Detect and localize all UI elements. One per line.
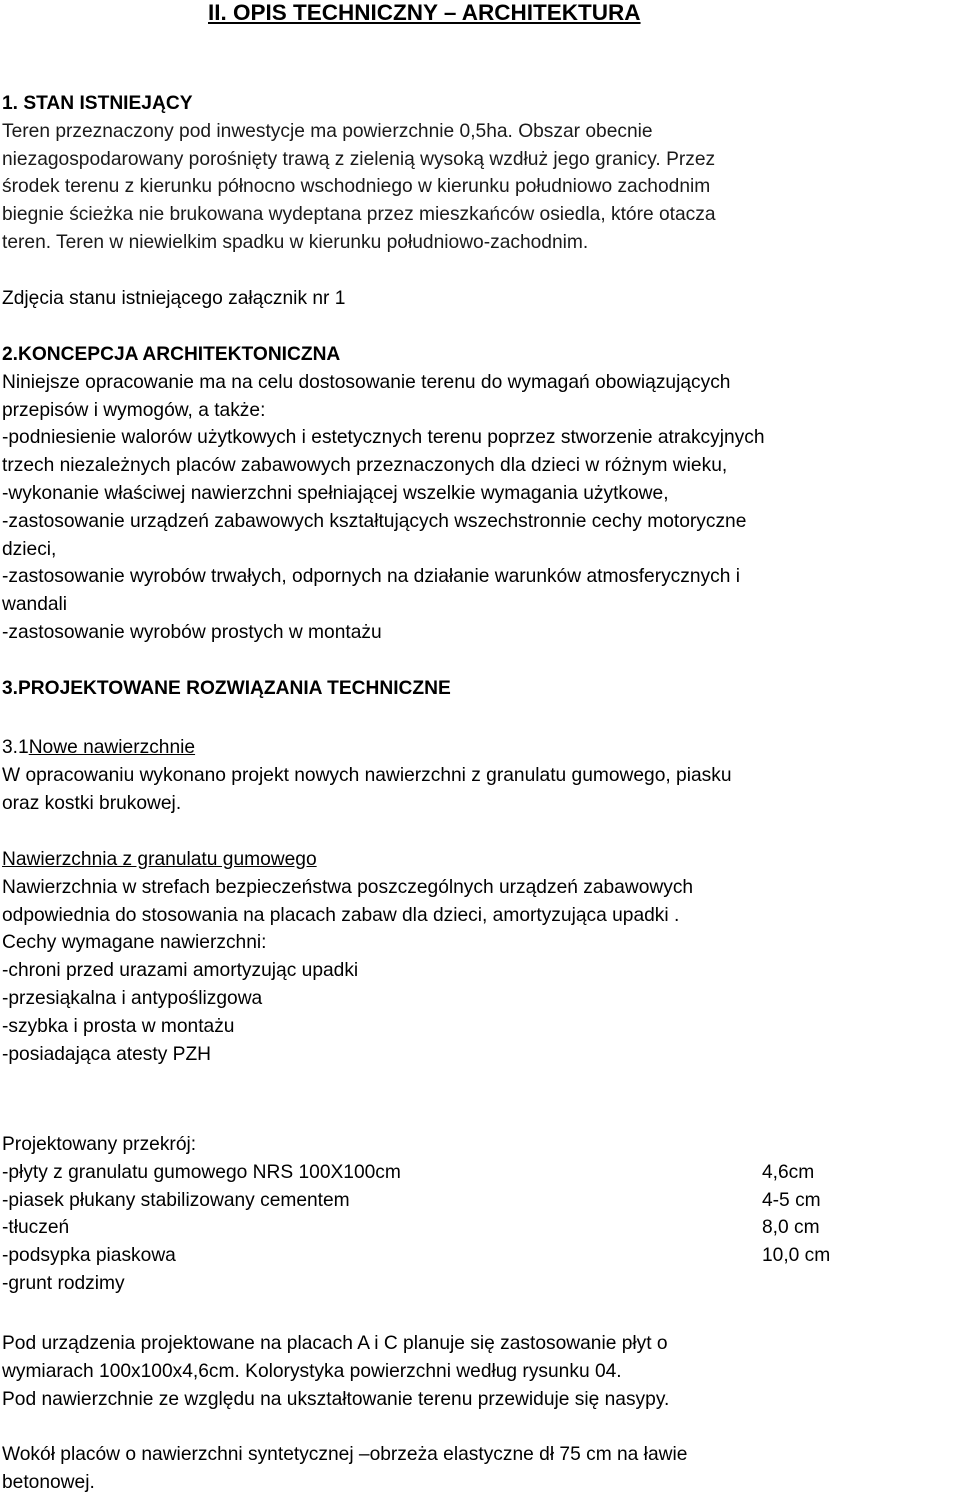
layer-thickness: 8,0 cm	[762, 1217, 820, 1239]
cross-section-row	[2, 1187, 960, 1215]
cross-section-row	[2, 1270, 960, 1298]
section-2-line: dzieci,	[2, 538, 57, 560]
rubber-surface-section	[2, 846, 960, 1068]
layer-name: -tłuczeń	[2, 1217, 70, 1239]
section-3-1-line: W opracowaniu wykonano projekt nowych nawierzchni z granulatu gumowego, piasku	[2, 764, 732, 786]
section-3-heading-block	[2, 675, 960, 703]
rubber-surface-line: Nawierzchnia w strefach bezpieczeństwa poszczególnych urządzeń zabawowych	[2, 876, 694, 898]
photos-note: Zdjęcia stanu istniejącego załącznik nr 1	[2, 288, 346, 309]
section-3-1	[2, 734, 960, 817]
section-1-heading: 1. STAN ISTNIEJĄCY	[2, 93, 193, 114]
section-1-line: niezagospodarowany porośnięty trawą z zielenią wysoką wzdłuż jego granicy. Przez	[2, 148, 716, 170]
photos-note-block	[2, 285, 960, 313]
note-line: wymiarach 100x100x4,6cm. Kolorystyka powierzchni według rysunku 04.	[2, 1360, 622, 1382]
cross-section-heading: Projektowany przekrój:	[2, 1134, 197, 1155]
rubber-surface-line: Cechy wymagane nawierzchni:	[2, 932, 267, 954]
section-2-line: wandali	[2, 594, 68, 616]
section-2-line: przepisów i wymogów, a także:	[2, 399, 266, 421]
layer-thickness: 4-5 cm	[762, 1189, 821, 1211]
section-2	[2, 341, 960, 647]
section-1	[2, 90, 960, 257]
cross-section-row	[2, 1242, 960, 1270]
rubber-surface-line: -szybka i prosta w montażu	[2, 1015, 235, 1037]
layer-name: -grunt rodzimy	[2, 1272, 125, 1294]
cross-section-row	[2, 1214, 960, 1242]
cross-section	[2, 1131, 960, 1298]
section-3-1-number: 3.1	[2, 737, 29, 758]
rubber-surface-heading: Nawierzchnia z granulatu gumowego	[2, 849, 317, 870]
note-line: Wokół placów o nawierzchni syntetycznej –obrzeża elastyczne dł 75 cm na ławie	[2, 1444, 688, 1465]
notes-block-1	[2, 1330, 960, 1413]
section-2-line: trzech niezależnych placów zabawowych przeznaczonych dla dzieci w różnym wieku,	[2, 455, 728, 477]
layer-thickness: 4,6cm	[762, 1161, 815, 1183]
layer-name: -podsypka piaskowa	[2, 1245, 176, 1267]
rubber-surface-line: odpowiednia do stosowania na placach zabaw dla dzieci, amortyzująca upadki .	[2, 904, 680, 926]
section-2-line: -podniesienie walorów użytkowych i estetycznych terenu poprzez stworzenie atrakcyjnych	[2, 427, 765, 449]
section-3-heading: 3.PROJEKTOWANE ROZWIĄZANIA TECHNICZNE	[2, 678, 451, 699]
rubber-surface-line: -przesiąkalna i antypoślizgowa	[2, 987, 263, 1009]
section-2-line: Niniejsze opracowanie ma na celu dostosowanie terenu do wymagań obowiązujących	[2, 371, 731, 393]
rubber-surface-line: -posiadająca atesty PZH	[2, 1043, 212, 1065]
section-1-line: biegnie ścieżka nie brukowana wydeptana przez mieszkańców osiedla, które otacza	[2, 204, 716, 226]
section-3-1-line: oraz kostki brukowej.	[2, 792, 182, 814]
section-3-1-heading	[2, 734, 960, 762]
section-1-body	[2, 118, 960, 257]
section-2-line: -zastosowanie urządzeń zabawowych kształtujących wszechstronnie cechy motoryczne	[2, 510, 747, 532]
section-1-line: teren. Teren w niewielkim spadku w kierunku południowo-zachodnim.	[2, 231, 589, 253]
section-2-line: -zastosowanie wyrobów prostych w montażu	[2, 621, 382, 643]
section-1-line: środek terenu z kierunku północno wschodniego w kierunku południowo zachodnim	[2, 176, 711, 198]
section-2-line: -wykonanie właściwej nawierzchni spełniającej wszelkie wymagania użytkowe,	[2, 482, 669, 504]
rubber-surface-line: -chroni przed urazami amortyzując upadki	[2, 960, 359, 982]
section-2-line: -zastosowanie wyrobów trwałych, odpornych na działanie warunków atmosferycznych i	[2, 566, 740, 588]
section-3-1-title: Nowe nawierzchnie	[28, 737, 196, 758]
layer-name: -płyty z granulatu gumowego NRS 100X100cm	[2, 1161, 401, 1183]
document-title: II. OPIS TECHNICZNY – ARCHITEKTURA	[208, 0, 641, 25]
note-line: betonowej.	[2, 1471, 95, 1493]
cross-section-row	[2, 1159, 960, 1187]
layer-name: -piasek płukany stabilizowany cementem	[2, 1189, 350, 1211]
note-line: Pod nawierzchnie ze względu na ukształtowanie terenu przewiduje się nasypy.	[2, 1388, 670, 1410]
note-line: Pod urządzenia projektowane na placach A i C planuje się zastosowanie płyt o	[2, 1333, 668, 1354]
notes-block-2	[2, 1441, 960, 1497]
section-2-heading: 2.KONCEPCJA ARCHITEKTONICZNA	[2, 344, 341, 365]
layer-thickness	[762, 1270, 960, 1298]
layer-thickness: 10,0 cm	[762, 1245, 831, 1267]
section-1-line: Teren przeznaczony pod inwestycje ma powierzchnie 0,5ha. Obszar obecnie	[2, 120, 653, 142]
